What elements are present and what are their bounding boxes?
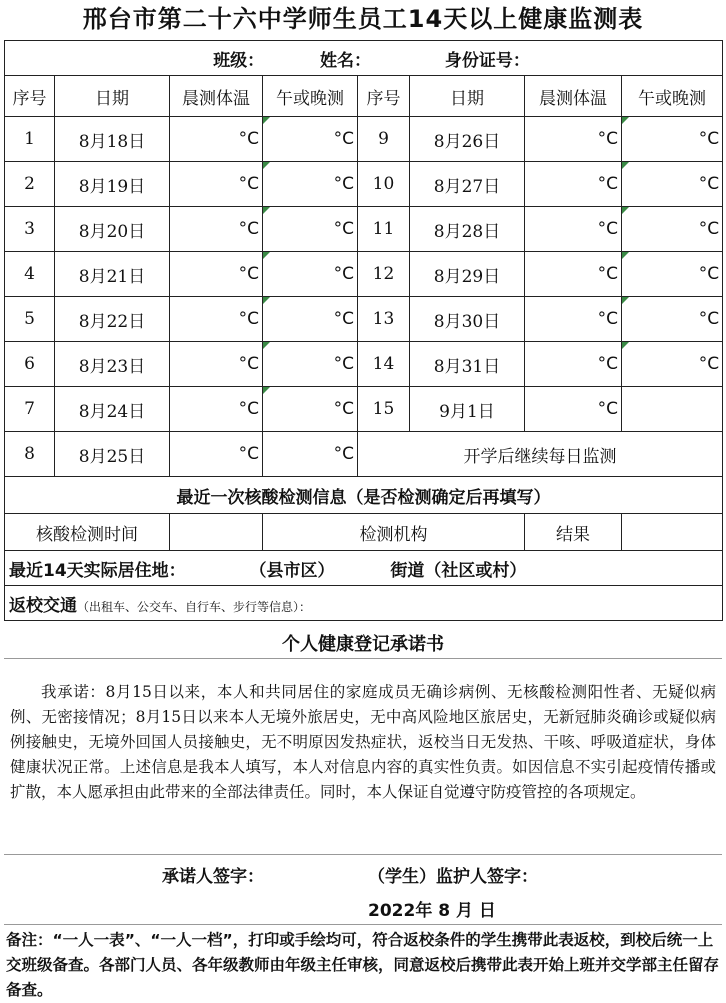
continue-monitoring-note: 开学后继续每日监测 [358,432,723,477]
form-title: 邢台市第二十六中学师生员工14天以上健康监测表 [82,5,644,33]
morning-temp-cell[interactable]: °C [170,297,263,342]
evening-temp-cell[interactable]: °C [622,207,723,252]
id-number-label: 身份证号： [444,50,530,71]
transport-label: 返校交通 [9,595,77,616]
row-number: 8 [5,432,55,477]
col-header-no: 序号 [5,76,55,117]
name-label: 姓名： [320,50,372,71]
row-date: 8月27日 [410,162,525,207]
morning-temp-cell[interactable]: °C [525,387,622,432]
morning-temp-cell[interactable]: °C [525,342,622,387]
signer-label: 承诺人签字： [162,867,264,887]
divider [4,854,722,855]
evening-temp-cell[interactable]: °C [622,117,723,162]
table-row [5,252,723,297]
row-number: 10 [358,162,410,207]
residence-row [5,551,723,586]
class-label: 班级： [213,50,265,71]
guardian-label: （学生）监护人签字： [368,867,538,887]
morning-temp-cell[interactable]: °C [525,252,622,297]
col-header-evening-temp: 午或晚测 [263,76,358,117]
identity-row [5,41,723,76]
transport-hint: （出租车、公交车、自行车、步行等信息）： [77,599,312,614]
row-date: 9月1日 [410,387,525,432]
transport-row [5,586,723,621]
evening-temp-cell[interactable]: °C [622,162,723,207]
nucleic-result-label: 结果 [525,514,622,551]
row-date: 8月24日 [55,387,170,432]
row-date: 8月28日 [410,207,525,252]
empty-cell [622,387,723,432]
evening-temp-cell[interactable]: °C [622,252,723,297]
table-row [5,207,723,252]
morning-temp-cell[interactable]: °C [170,162,263,207]
residence-label: 最近14天实际居住地： [9,560,186,581]
row-number: 13 [358,297,410,342]
row-number: 6 [5,342,55,387]
nucleic-heading-row [5,477,723,514]
evening-temp-cell[interactable]: °C [263,297,358,342]
row-number: 14 [358,342,410,387]
row-date: 8月22日 [55,297,170,342]
row-number: 4 [5,252,55,297]
pledge-title: 个人健康登记承诺书 [282,634,444,655]
table-row [5,297,723,342]
morning-temp-cell[interactable]: °C [170,117,263,162]
col-header-date: 日期 [410,76,525,117]
evening-temp-cell[interactable]: °C [263,252,358,297]
morning-temp-cell[interactable]: °C [170,387,263,432]
monitoring-form [4,40,722,621]
divider [4,658,722,659]
row-number: 3 [5,207,55,252]
row-number: 7 [5,387,55,432]
nucleic-result-input[interactable] [622,514,723,551]
nucleic-row [5,514,723,551]
remarks-note: 备注：“一人一表”、“一人一档”，打印或手绘均可，符合返校条件的学生携带此表返校，到校后统一上交班级备查。各部门人员、各年级教师由年级主任审核，同意返校后携带此表开始上班并交学部主任留存备查。 [6,931,720,999]
evening-temp-cell[interactable]: °C [263,432,358,477]
row-number: 5 [5,297,55,342]
evening-temp-cell[interactable]: °C [622,342,723,387]
morning-temp-cell[interactable]: °C [525,117,622,162]
row-date: 8月23日 [55,342,170,387]
row-date: 8月19日 [55,162,170,207]
morning-temp-cell[interactable]: °C [525,207,622,252]
table-row [5,117,723,162]
row-date: 8月20日 [55,207,170,252]
morning-temp-cell[interactable]: °C [170,207,263,252]
table-row [5,162,723,207]
morning-temp-cell[interactable]: °C [525,162,622,207]
morning-temp-cell[interactable]: °C [170,342,263,387]
evening-temp-cell[interactable]: °C [263,342,358,387]
row-number: 15 [358,387,410,432]
row-date: 8月21日 [55,252,170,297]
col-header-no: 序号 [358,76,410,117]
nucleic-time-label: 核酸检测时间 [5,514,170,551]
row-date: 8月18日 [55,117,170,162]
monitoring-table [4,40,723,621]
evening-temp-cell[interactable]: °C [622,297,723,342]
row-date: 8月29日 [410,252,525,297]
col-header-evening-temp: 午或晚测 [622,76,723,117]
col-header-date: 日期 [55,76,170,117]
residence-county: （县市区） [249,560,335,581]
row-number: 9 [358,117,410,162]
row-date: 8月25日 [55,432,170,477]
row-number: 11 [358,207,410,252]
row-number: 2 [5,162,55,207]
morning-temp-cell[interactable]: °C [525,297,622,342]
col-header-morning-temp: 晨测体温 [525,76,622,117]
pledge-text: 我承诺：8月15日以来，本人和共同居住的家庭成员无确诊病例、无核酸检测阳性者、无疑似病例、无密接情况；8月15日以来本人无境外旅居史，无中高风险地区旅居史，无新冠肺炎确诊或疑似病例接触史，无境外回国人员接触史，无不明原因发热症状，返校当日无发热、干咳、呼吸道症状，身体健康状况正常。上述信息是我本人填写，本人对信息内容的真实性负责。如因信息不实引起疫情传播或扩散，本人愿承担由此带来的全部法律责任。同时，本人保证自觉遵守防疫管控的各项规定。 [10,683,716,801]
morning-temp-cell[interactable]: °C [170,432,263,477]
nucleic-heading: 最近一次核酸检测信息（是否检测确定后再填写） [5,477,723,514]
row-date: 8月30日 [410,297,525,342]
table-row [5,387,723,432]
table-row [5,432,723,477]
row-number: 12 [358,252,410,297]
evening-temp-cell[interactable]: °C [263,387,358,432]
morning-temp-cell[interactable]: °C [170,252,263,297]
col-header-morning-temp: 晨测体温 [170,76,263,117]
divider [4,924,722,925]
table-row [5,342,723,387]
table-header-row [5,76,723,117]
evening-temp-cell[interactable]: °C [263,162,358,207]
evening-temp-cell[interactable]: °C [263,117,358,162]
nucleic-time-input[interactable] [170,514,263,551]
row-date: 8月31日 [410,342,525,387]
row-number: 1 [5,117,55,162]
nucleic-org-label: 检测机构 [263,514,525,551]
row-date: 8月26日 [410,117,525,162]
residence-street: 街道（社区或村） [390,560,527,581]
pledge-date: 2022年 8 月 日 [368,901,496,921]
evening-temp-cell[interactable]: °C [263,207,358,252]
